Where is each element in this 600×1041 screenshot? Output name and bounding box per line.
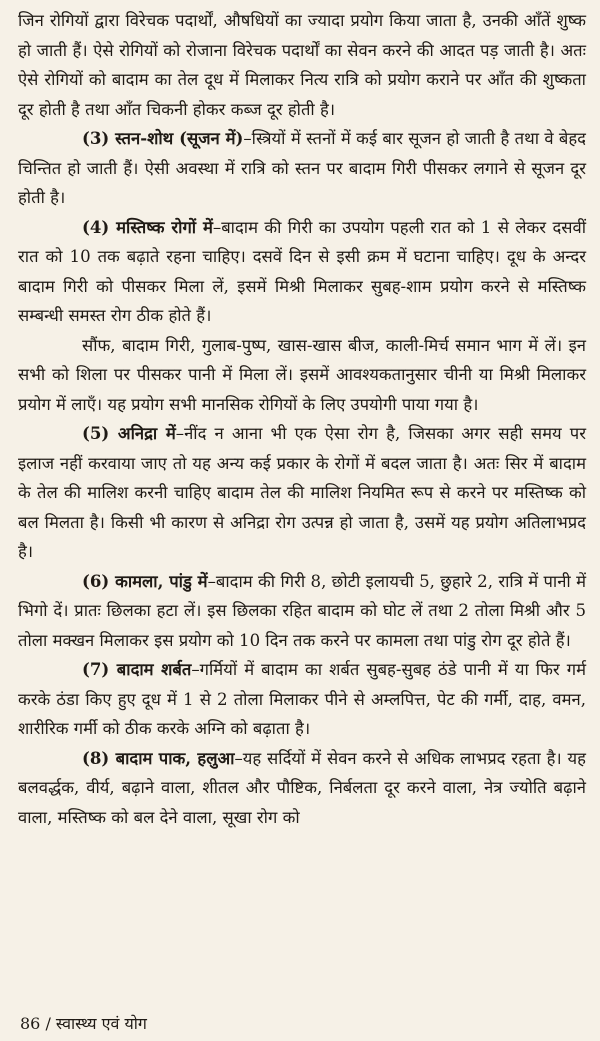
paragraph-intro xyxy=(18,6,586,124)
paragraph-text: जिन रोगियों द्वारा विरेचक पदार्थों, औषधियों का ज्यादा प्रयोग किया जाता है, उनकी आँतें शुष्क हो जाती हैं। ऐसे रोगियों को रोजाना विरेचक पदार्थों का सेवन करने की आदत पड़ जाती है। अतः ऐसे रोगियों को बादाम का तेल दूध में मिलाकर नित्य रात्रि को प्रयोग कराने पर आँत की शुष्कता दूर होती है तथा आँत चिकनी होकर कब्ज दूर होती है। xyxy=(18,11,586,119)
paragraph-brain-recipe xyxy=(18,331,586,420)
paragraph-text: सौंफ, बादाम गिरी, गुलाब-पुष्प, खास-खास बीज, काली-मिर्च समान भाग में लें। इन सभी को शिला पर पीसकर पानी में मिला लें। इसमें आवश्यकतानुसार चीनी या मिश्री मिलाकर प्रयोग में लाएँ। यह प्रयोग सभी मानसिक रोगियों के लिए उपयोगी पाया गया है। xyxy=(18,335,586,414)
page-footer: 86 / स्वास्थ्य एवं योग xyxy=(20,1014,147,1033)
paragraph-text: –स्त्रियों में स्तनों में कई बार सूजन हो जाती है तथा वे बेहद चिन्तित हो जाती हैं। ऐसी अवस्था में रात्रि को स्तन पर बादाम गिरी पीसकर लगाने से सूजन दूर होती है। xyxy=(18,129,586,207)
paragraph-almond-halwa xyxy=(18,744,586,833)
section-heading: (5) अनिद्रा में xyxy=(82,423,176,443)
paragraph-insomnia xyxy=(18,419,586,567)
section-heading: (3) स्तन-शोथ (सूजन में) xyxy=(82,128,244,148)
paragraph-text: –बादाम की गिरी का उपयोग पहली रात को 1 से लेकर दसवीं रात को 10 तक बढ़ाते रहना चाहिए। दसवें दिन से इसी क्रम में घटाना चाहिए। दूध के अन्दर बादाम गिरी को पीसकर मिला लें, इसमें मिश्री मिलाकर सुबह-शाम प्रयोग करने से मस्तिष्क सम्बन्धी समस्त रोग ठीक होते हैं। xyxy=(18,217,586,325)
paragraph-jaundice xyxy=(18,567,586,656)
paragraph-text: –नींद न आना भी एक ऐसा रोग है, जिसका अगर सही समय पर इलाज नहीं करवाया जाए तो यह अन्य कई प्रकार के रोगों में बदल जाता है। अतः सिर में बादाम के तेल की मालिश करनी चाहिए बादाम तेल की मालिश नियमित रूप से करने पर मस्तिष्क को बल मिलता है। किसी भी कारण से अनिद्रा रोग उत्पन्न हो जाता है, उसमें यह प्रयोग अतिलाभप्रद है। xyxy=(18,424,586,561)
paragraph-text: –यह सर्दियों में सेवन करने से अधिक लाभप्रद रहता है। यह बलवर्द्धक, वीर्य, बढ़ाने वाला, शीतल और पौष्टिक, निर्बलता दूर करने वाला, नेत्र ज्योति बढ़ाने वाला, मस्तिष्क को बल देने वाला, सूखा रोग को xyxy=(18,748,586,827)
paragraph-text: –गर्मियों में बादाम का शर्बत सुबह-सुबह ठंडे पानी में या फिर गर्म करके ठंडा किए हुए दूध में 1 से 2 तोला मिलाकर पीने से अम्लपित्त, पेट की गर्मी, दाह, वमन, शारीरिक गर्मी को ठीक करके अग्नि को बढ़ाता है। xyxy=(18,660,586,738)
section-heading: (7) बादाम शर्बत xyxy=(82,659,192,679)
paragraph-brain-disorders xyxy=(18,213,586,331)
paragraph-text: –बादाम की गिरी 8, छोटी इलायची 5, छुहारे 2, रात्रि में पानी में भिगो दें। प्रातः छिलका हटा लें। इस छिलका रहित बादाम को घोट लें तथा 2 तोला मिश्री और 5 तोला मक्खन मिलाकर इस प्रयोग को 10 दिन तक करने पर कामला तथा पांडु रोग दूर होते हैं। xyxy=(18,571,586,650)
paragraph-almond-sharbat xyxy=(18,655,586,744)
section-heading: (4) मस्तिष्क रोगों में xyxy=(82,216,213,237)
paragraph-breast-swelling xyxy=(18,124,586,213)
page-body xyxy=(18,6,586,832)
section-heading: (6) कामला, पांडु में xyxy=(82,570,208,591)
section-heading: (8) बादाम पाक, हलुआ xyxy=(82,747,235,768)
